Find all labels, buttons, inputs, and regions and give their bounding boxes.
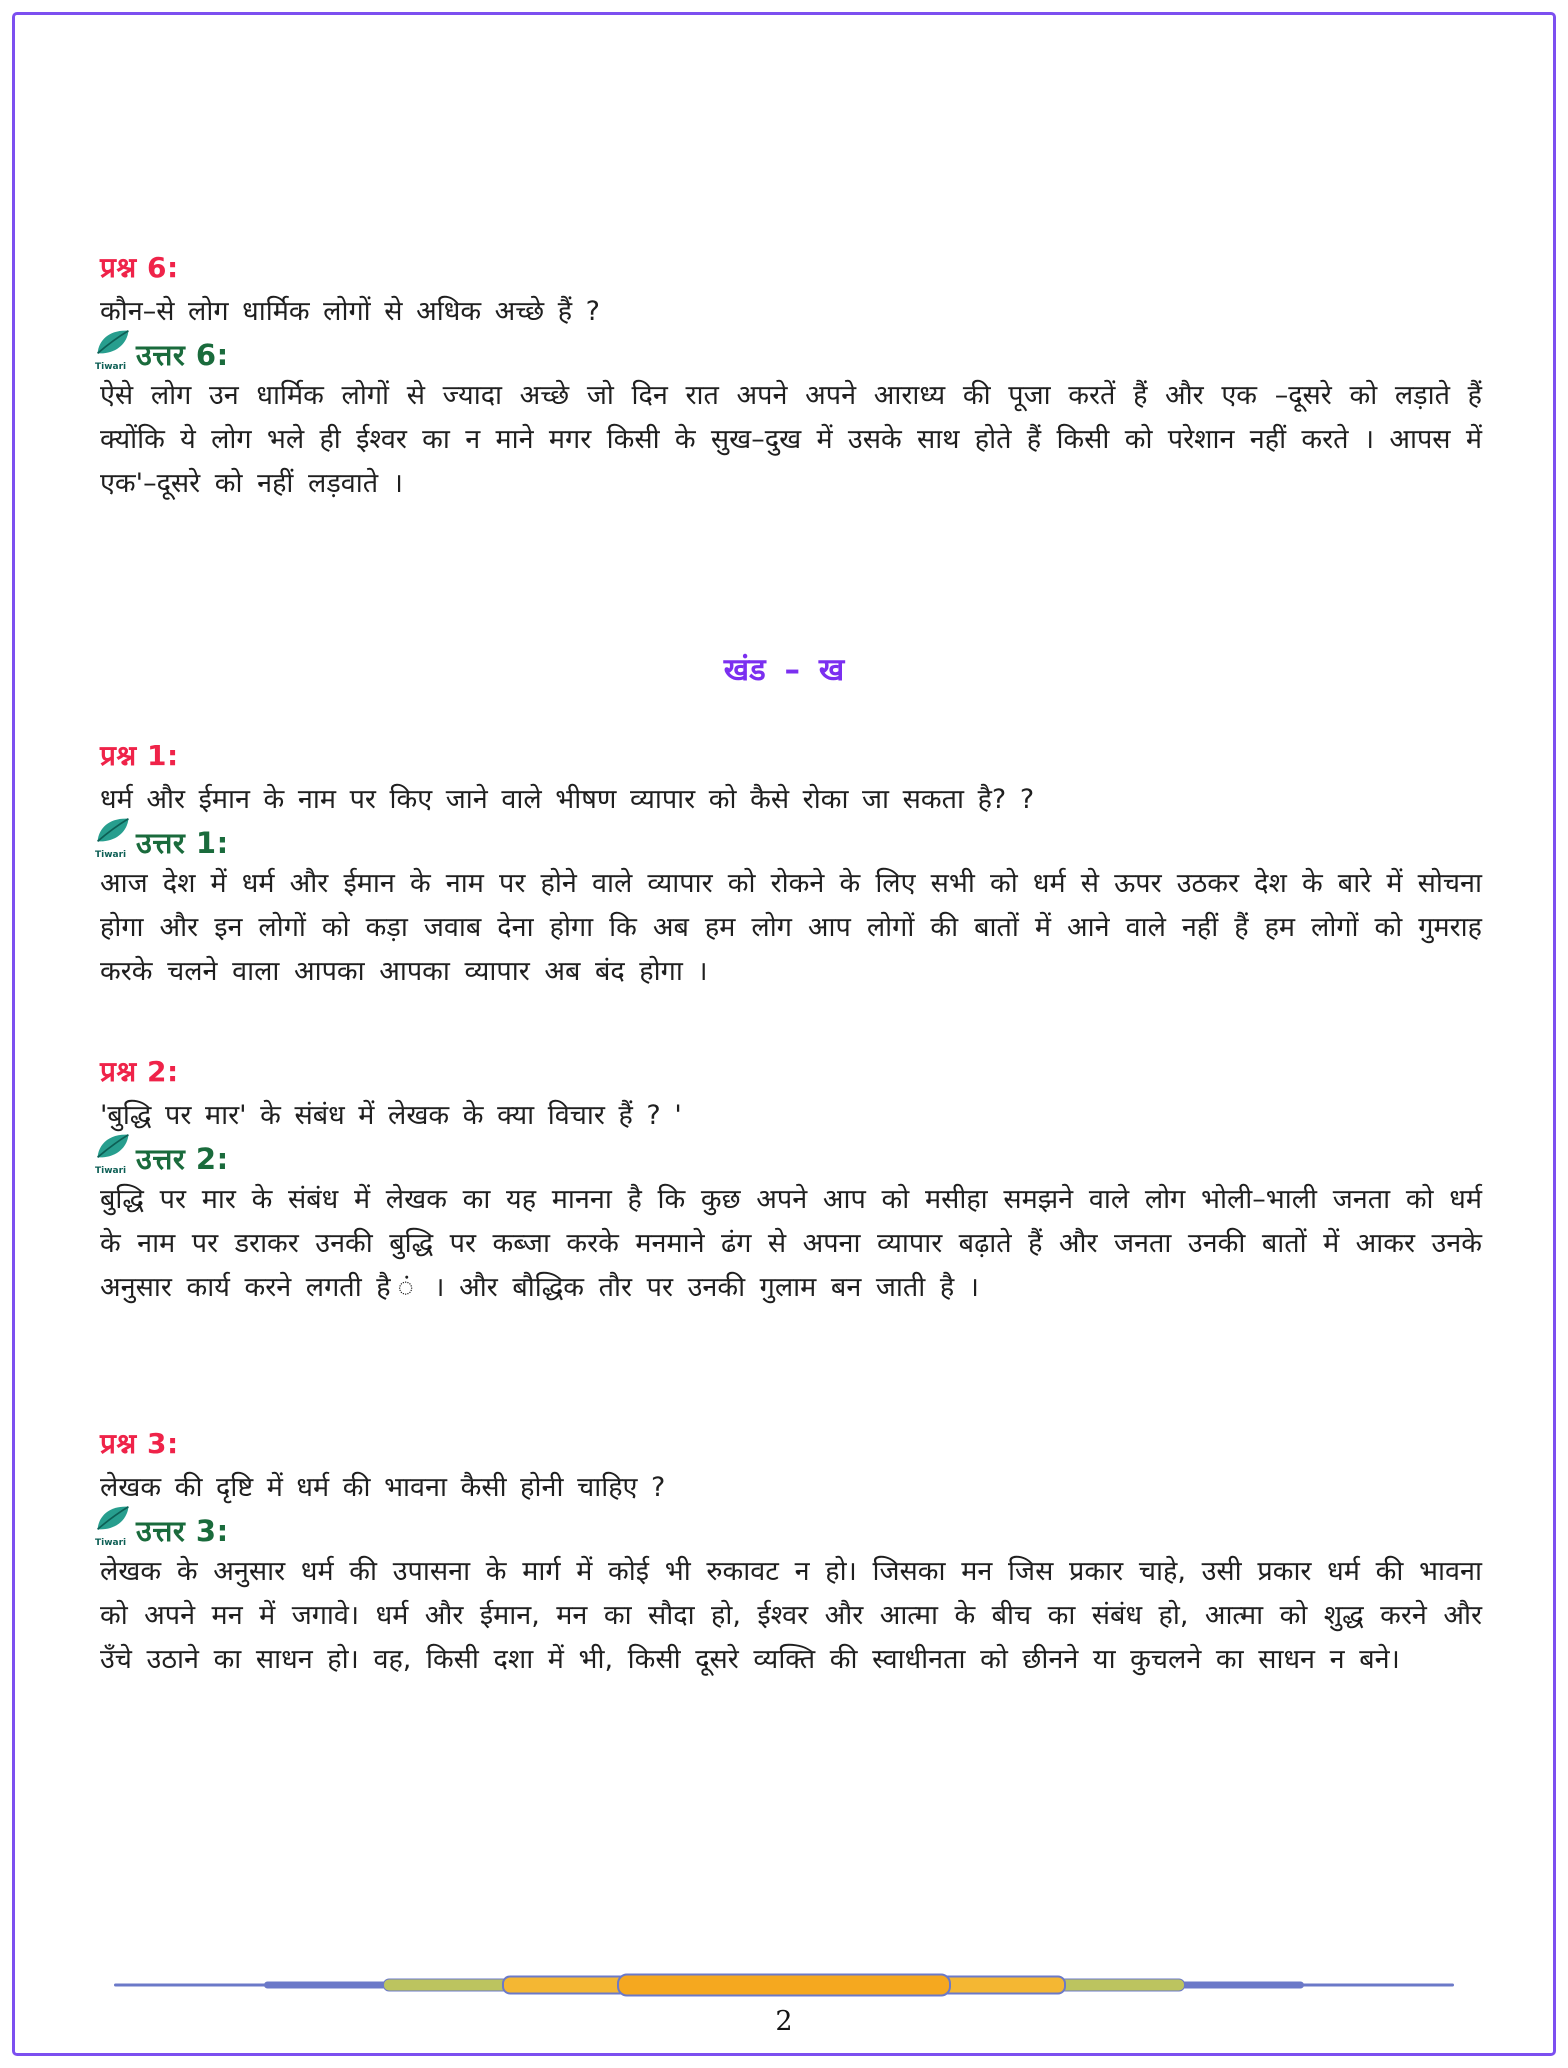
answer-text: बुद्धि पर मार के संबंध में लेखक का यह मानना है कि कुछ अपने आप को मसीहा समझने वाले लोग भोली–भाली जनता को धर्म के नाम पर डराकर उनकी बुद्धि पर कब्जा करके मनमाने ढंग से अपना व्यापार बढ़ाते हैं और जनता उनकी बातों में आकर उनके अनुसार कार्य करने लगती है ं । और बौद्धिक तौर पर उनकी गुलाम बन जाती है । bbox=[100, 1184, 1482, 1303]
answer-label: उत्तर 3: bbox=[136, 1514, 229, 1549]
leaf-glyph bbox=[94, 326, 132, 364]
tiwari-leaf-icon bbox=[94, 814, 132, 860]
answer-heading bbox=[94, 1130, 1476, 1176]
tiwari-icon-label: Tiwari bbox=[95, 362, 127, 372]
divider-bar-center bbox=[617, 1974, 951, 1997]
question-label: प्रश्न 1: bbox=[100, 739, 179, 772]
footer-divider bbox=[114, 1974, 1454, 1996]
answer-heading bbox=[94, 1502, 1476, 1548]
answer-label: उत्तर 6: bbox=[136, 338, 229, 373]
tiwari-icon-label: Tiwari bbox=[95, 850, 127, 860]
answer-heading bbox=[94, 326, 1476, 372]
tiwari-icon-label: Tiwari bbox=[95, 1538, 127, 1548]
section-heading: खंड – ख bbox=[723, 652, 845, 688]
answer-text: आज देश में धर्म और ईमान के नाम पर होने वाले व्यापार को रोकने के लिए सभी को धर्म से ऊपर उठकर देश के बारे में सोचना होगा और इन लोगों को कड़ा जवाब देना होगा कि अब हम लोग आप लोगों की बातों में आने वाले नहीं हैं हम लोगों को गुमराह करके चलने वाला आपका आपका व्यापार अब बंद होगा । bbox=[100, 868, 1482, 987]
question-label: प्रश्न 3: bbox=[100, 1427, 179, 1460]
question-text: लेखक की दृष्टि में धर्म की भावना कैसी होनी चाहिए ? bbox=[100, 1472, 666, 1503]
tiwari-leaf-icon bbox=[94, 326, 132, 372]
answer-heading bbox=[94, 814, 1476, 860]
question-text: धर्म और ईमान के नाम पर किए जाने वाले भीषण व्यापार को कैसे रोका जा सकता है? ? bbox=[100, 784, 1035, 815]
page-number: 2 bbox=[775, 2006, 793, 2037]
tiwari-leaf-icon bbox=[94, 1502, 132, 1548]
answer-label: उत्तर 2: bbox=[136, 1142, 229, 1177]
leaf-glyph bbox=[94, 814, 132, 852]
tiwari-leaf-icon bbox=[94, 1130, 132, 1176]
question-label: प्रश्न 6: bbox=[100, 251, 179, 284]
tiwari-icon-label: Tiwari bbox=[95, 1166, 127, 1176]
answer-text: ऐसे लोग उन धार्मिक लोगों से ज्यादा अच्छे जो दिन रात अपने अपने आराध्य की पूजा करतें हैं और एक –दूसरे को लड़ाते हैं क्योंकि ये लोग भले ही ईश्वर का न माने मगर किसी के सुख–दुख में उसके साथ होते हैं किसी को परेशान नहीं करते । आपस में एक'–दूसरे को नहीं लड़वाते । bbox=[100, 380, 1482, 499]
leaf-glyph bbox=[94, 1130, 132, 1168]
answer-label: उत्तर 1: bbox=[136, 826, 229, 861]
answer-text: लेखक के अनुसार धर्म की उपासना के मार्ग में कोई भी रुकावट न हो। जिसका मन जिस प्रकार चाहे, उसी प्रकार धर्म की भावना को अपने मन में जगावे। धर्म और ईमान, मन का सौदा हो, ईश्वर और आत्मा के बीच का संबंध हो, आत्मा को शुद्ध करने और उँचे उठाने का साधन हो। वह, किसी दशा में भी, किसी दूसरे व्यक्ति की स्वाधीनता को छीनने या कुचलने का साधन न बने। bbox=[100, 1556, 1482, 1675]
question-text: 'बुद्धि पर मार' के संबंध में लेखक के क्या विचार हैं ? ' bbox=[100, 1100, 682, 1131]
question-text: कौन–से लोग धार्मिक लोगों से अधिक अच्छे हैं ? bbox=[100, 296, 600, 327]
leaf-glyph bbox=[94, 1502, 132, 1540]
question-label: प्रश्न 2: bbox=[100, 1055, 179, 1088]
